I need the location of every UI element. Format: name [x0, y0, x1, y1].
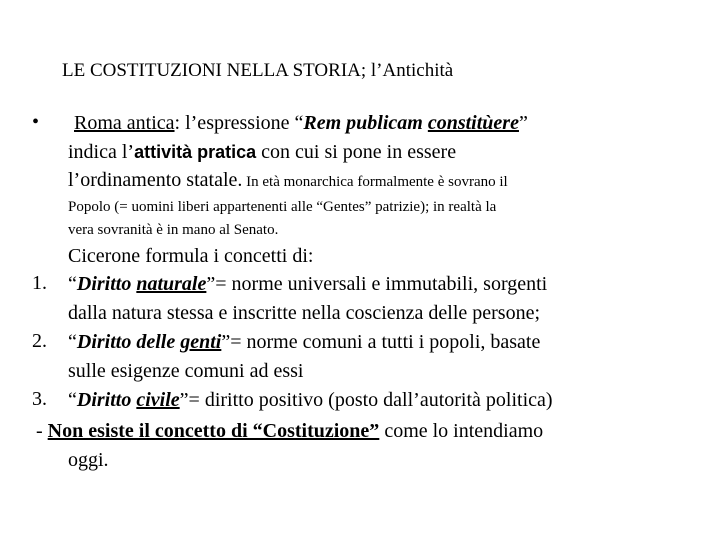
small-note-3: vera sovranità è in mano al Senato. [68, 222, 279, 238]
latin-phrase-underlined: constitùere [427, 112, 519, 134]
item-number-2: 2. [32, 330, 47, 352]
no-constitution-concept: Non esiste il concetto di “Costituzione” [47, 420, 380, 442]
item-number-1: 1. [32, 272, 47, 294]
item-3-line-1: “Diritto civile”= diritto positivo (posto dall’autorità politica) [68, 389, 553, 411]
diritto-delle-genti-underlined: genti [180, 331, 222, 353]
bullet-icon: • [32, 111, 40, 133]
small-note-2: Popolo (= uomini liberi appartenenti alle “Gentes” patrizie); in realtà la [68, 199, 497, 215]
item-1-line-1: “Diritto naturale”= norme universali e immutabili, sorgenti [68, 273, 548, 295]
intro-line-1: Roma antica: l’espressione “Rem publicam constitùere” [74, 112, 528, 134]
final-line-2: oggi. [68, 449, 109, 471]
final-line-1: - Non esiste il concetto di “Costituzione” come lo intendiamo [36, 420, 544, 442]
item-number-3: 3. [32, 388, 47, 410]
latin-phrase: Rem publicam [303, 112, 428, 134]
intro-line-2: indica l’attività pratica con cui si pone in essere [68, 141, 457, 163]
diritto-civile-underlined: civile [136, 389, 180, 411]
item-2-line-1: “Diritto delle genti”= norme comuni a tutti i popoli, basate [68, 331, 541, 353]
item-1-line-2: dalla natura stessa e inscritte nella coscienza delle persone; [68, 302, 541, 324]
cicerone-name: Cicerone [68, 245, 141, 267]
diritto-delle-genti: Diritto delle [76, 331, 181, 353]
diritto-civile: Diritto [76, 389, 137, 411]
diritto-naturale: Diritto [76, 273, 137, 295]
cicerone-line: Cicerone formula i concetti di: [68, 245, 314, 267]
topic-roma-antica: Roma antica [74, 112, 175, 134]
small-note-1: In età monarchica formalmente è sovrano il [242, 174, 508, 190]
intro-line-3: l’ordinamento statale. In età monarchica formalmente è sovrano il [68, 169, 508, 191]
page-title: LE COSTITUZIONI NELLA STORIA; l’Antichità [62, 60, 454, 81]
item-2-line-2: sulle esigenze comuni ad essi [68, 360, 304, 382]
diritto-naturale-underlined: naturale [136, 273, 207, 295]
attivita-pratica: attività pratica [134, 142, 257, 162]
